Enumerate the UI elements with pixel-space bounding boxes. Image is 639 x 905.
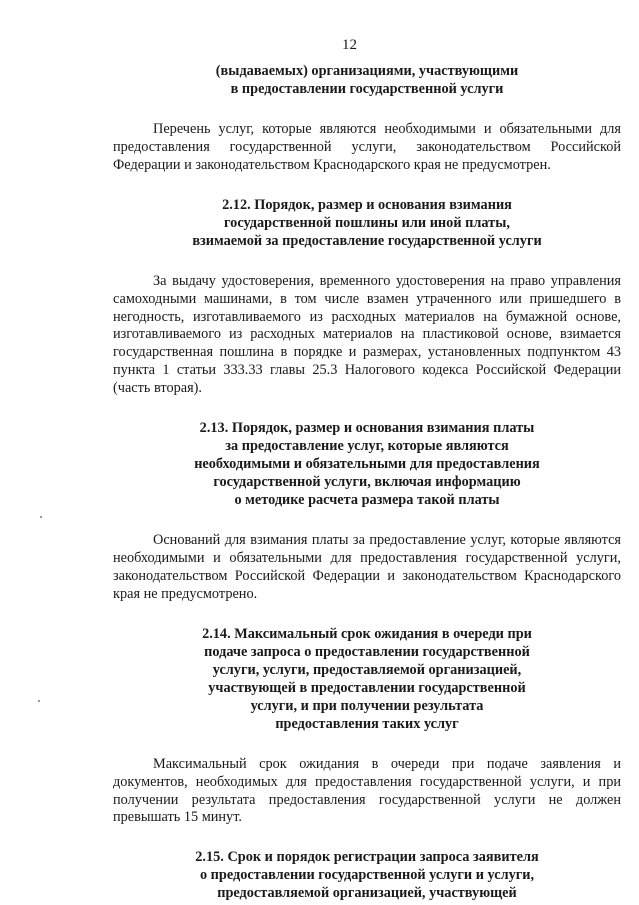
section-2-12-paragraph: За выдачу удостоверения, временного удостоверения на право управления самоходными машинами, в том числе взамен утраченного или пришедшего в негодность, изготавливаемого из расходных материалов на бумажной основе, изготавливаемого из расходных материалов на пластиковой основе, взимается государственная пошлина в порядке и размерах, установленных подпунктом 43 пункта 1 статьи 333.33 главы 25.3 Налогового кодекса Российской Федерации (часть вторая). [113, 272, 621, 397]
section-2-14-paragraph: Максимальный срок ожидания в очереди при подаче заявления и документов, необходимых для предоставления государственной услуги, и при получении результата предоставления государственной услуги не должен превышать 15 минут. [113, 755, 621, 826]
heading-line: предоставления таких услуг [275, 715, 459, 732]
heading-line: необходимыми и обязательными для предоставления [194, 456, 540, 473]
heading-line: в предоставлении государственной услуги [230, 81, 504, 97]
heading-line: о предоставлении государственной услуги и услуги, [199, 867, 535, 884]
heading-line: о методике расчета размера такой платы [234, 492, 500, 509]
heading-line: 2.14. Максимальный срок ожидания в очереди при [202, 625, 532, 642]
section-2-13-paragraph: Оснований для взимания платы за предоставление услуг, которые являются необходимыми и обязательными для предоставления государственной услуги, законодательством Российской Федерации и законодательством Краснодарского края не предусмотрено. [113, 532, 621, 602]
heading-line: участвующей в предоставлении государственной [208, 679, 526, 696]
heading-line: 2.13. Порядок, размер и основания взимания платы [199, 420, 535, 437]
heading-line: услуги, и при получении результата [250, 697, 484, 714]
page-number: 12 [342, 37, 357, 53]
heading-line: услуги, услуги, предоставляемой организацией, [212, 661, 522, 678]
scan-speck [40, 516, 42, 518]
heading-line: подаче запроса о предоставлении государственной [204, 643, 530, 660]
section-2-15-heading [113, 848, 621, 902]
heading-line: за предоставление услуг, которые являются [225, 438, 509, 455]
section-2-14-heading [113, 625, 621, 733]
intro-heading [113, 62, 621, 98]
heading-line: (выдаваемых) организациями, участвующими [215, 63, 519, 79]
section-2-13-heading [113, 419, 621, 509]
section-2-12-heading [113, 196, 621, 250]
heading-line: государственной услуги, включая информацию [213, 474, 521, 491]
heading-line: 2.15. Срок и порядок регистрации запроса заявителя [195, 849, 539, 866]
heading-line: государственной пошлины или иной платы, [224, 214, 510, 231]
intro-paragraph: Перечень услуг, которые являются необходимыми и обязательными для предоставления государственной услуги, законодательством Российской Федерации и законодательством Краснодарского края не предусмотрен. [113, 121, 621, 173]
heading-line: 2.12. Порядок, размер и основания взимания [222, 196, 512, 213]
scan-speck [38, 700, 40, 702]
heading-line: предоставляемой организацией, участвующей [217, 885, 517, 902]
document-body [113, 62, 621, 902]
heading-line: взимаемой за предоставление государственной услуги [192, 232, 542, 249]
